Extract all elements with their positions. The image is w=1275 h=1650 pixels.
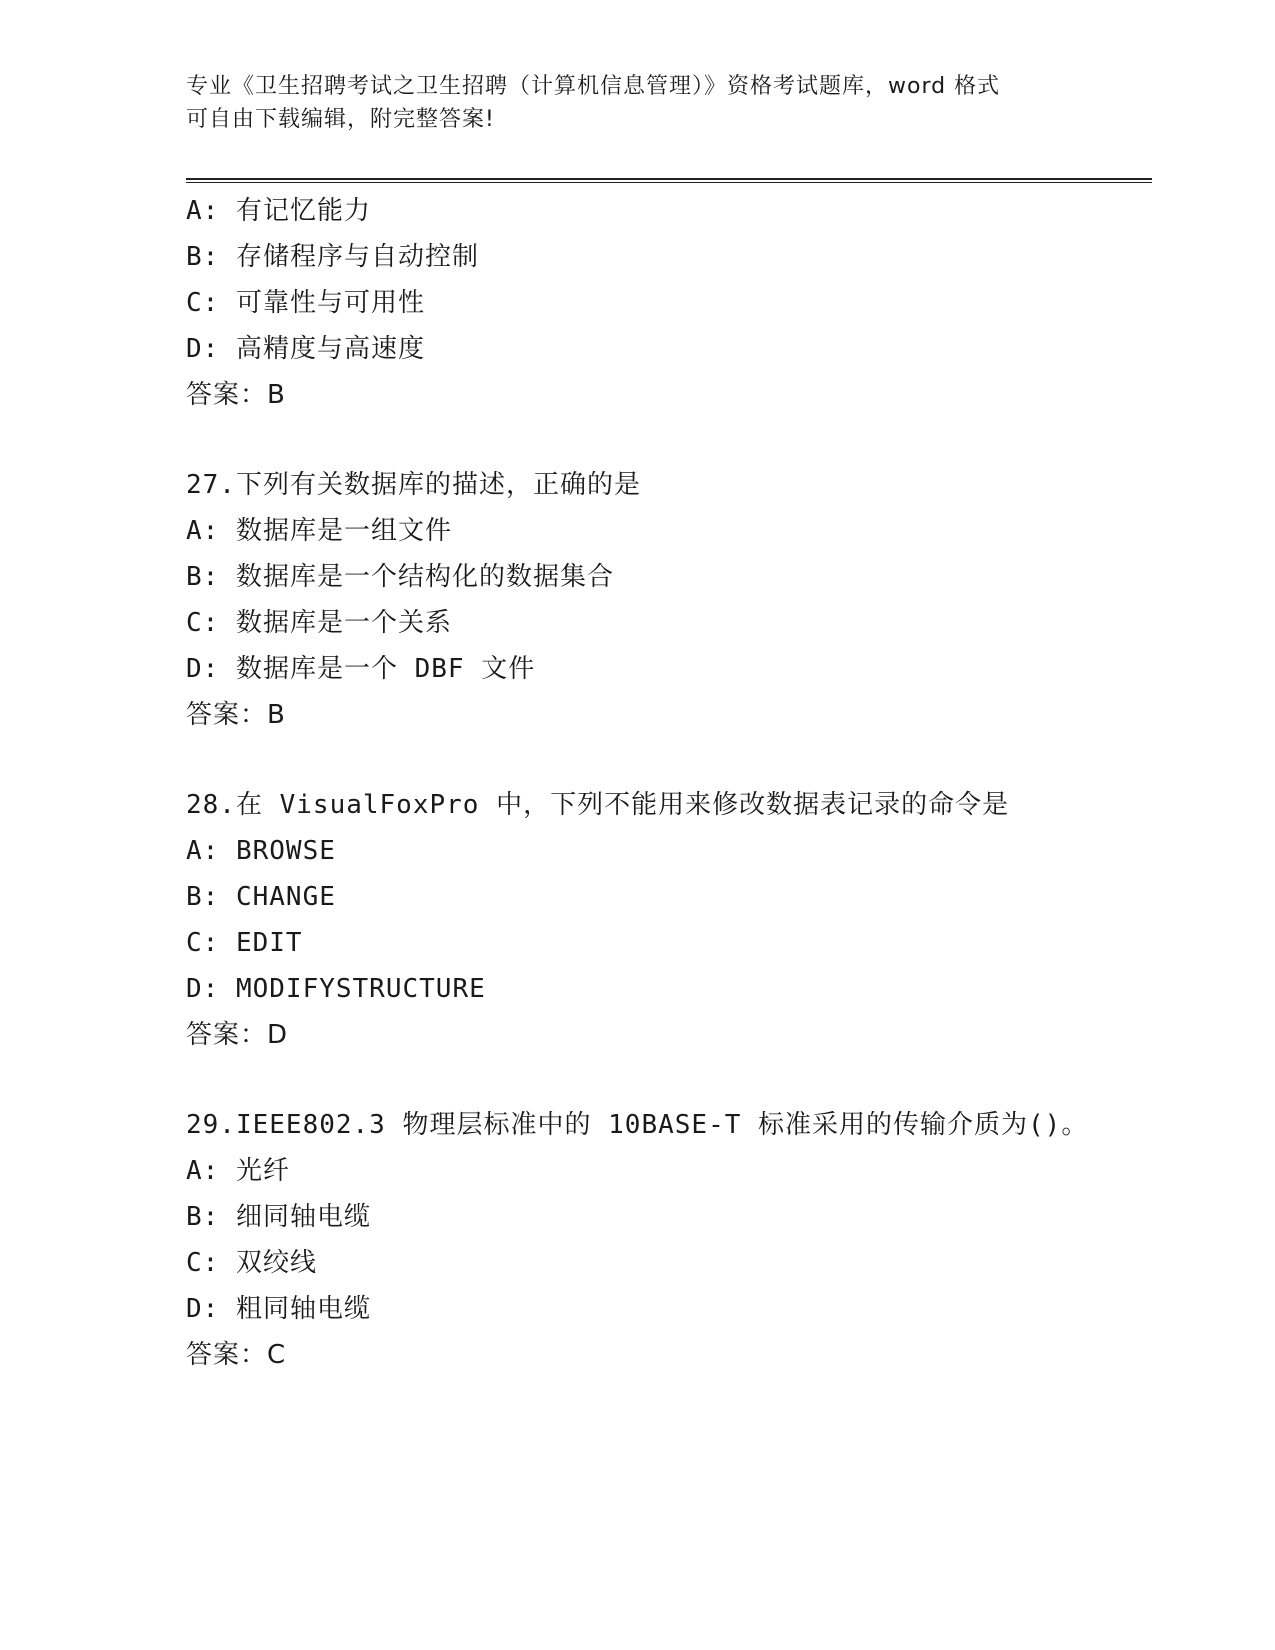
option-b: B: 细同轴电缆 (186, 1202, 371, 1232)
option-a: A: 有记忆能力 (186, 196, 371, 226)
answer-line: 答案：B (186, 700, 286, 730)
option-a: A: 光纤 (186, 1156, 290, 1186)
option-d: D: 数据库是一个 DBF 文件 (186, 654, 536, 684)
question-block-26 (186, 188, 1152, 418)
question-block-28 (186, 782, 1152, 1058)
option-c: C: 可靠性与可用性 (186, 288, 425, 318)
option-b: B: CHANGE (186, 882, 336, 912)
option-c: C: 数据库是一个关系 (186, 608, 452, 638)
question-title: 27.下列有关数据库的描述，正确的是 (186, 470, 641, 500)
header-line-1: 专业《卫生招聘考试之卫生招聘（计算机信息管理）》资格考试题库，word 格式 (186, 74, 1001, 99)
question-block-29 (186, 1102, 1152, 1378)
question-block-27 (186, 462, 1152, 738)
option-a: A: BROWSE (186, 836, 336, 866)
answer-line: 答案：D (186, 1020, 289, 1050)
header-line-2: 可自由下载编辑，附完整答案! (186, 107, 495, 132)
option-b: B: 数据库是一个结构化的数据集合 (186, 562, 614, 592)
answer-line: 答案：B (186, 380, 286, 410)
answer-line: 答案：C (186, 1340, 287, 1370)
option-d: D: 高精度与高速度 (186, 334, 425, 364)
option-c: C: EDIT (186, 928, 303, 958)
option-b: B: 存储程序与自动控制 (186, 242, 479, 272)
document-header (186, 70, 1086, 136)
option-d: D: MODIFYSTRUCTURE (186, 974, 486, 1004)
option-a: A: 数据库是一组文件 (186, 516, 452, 546)
question-title: 29.IEEE802.3 物理层标准中的 10BASE-T 标准采用的传输介质为()。 (186, 1110, 1089, 1140)
option-d: D: 粗同轴电缆 (186, 1294, 371, 1324)
question-list (186, 188, 1152, 1422)
option-c: C: 双绞线 (186, 1248, 317, 1278)
header-divider (186, 178, 1152, 183)
question-title: 28.在 VisualFoxPro 中，下列不能用来修改数据表记录的命令是 (186, 790, 1010, 820)
